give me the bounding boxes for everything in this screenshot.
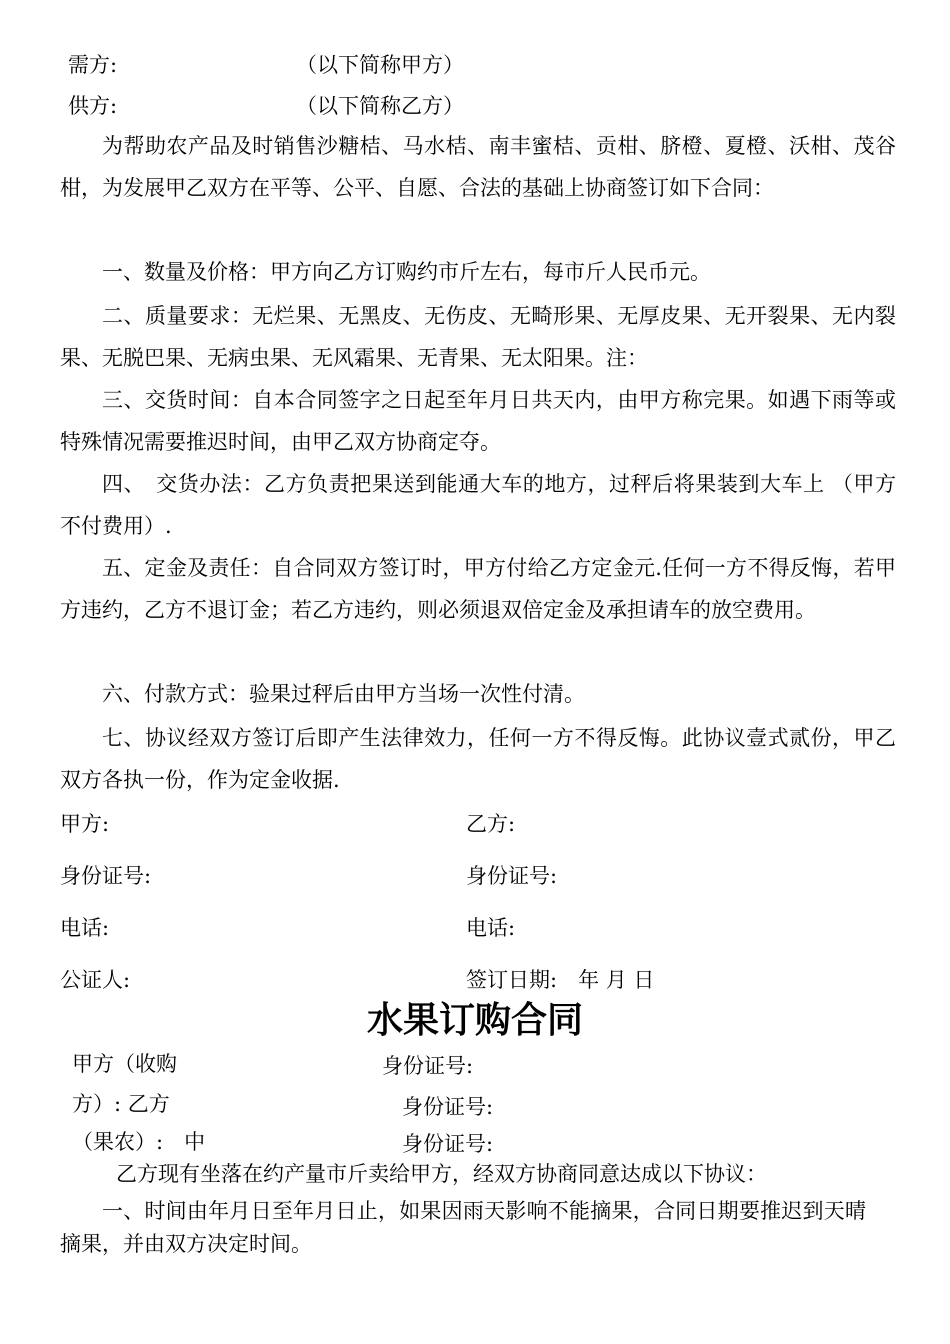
party-a-phone-label: 电话: (60, 916, 110, 940)
buyer-note: （以下简称甲方） (296, 53, 464, 77)
party-b-line: 方）: 乙方 (72, 1092, 170, 1116)
party-b-id-label: 身份证号: (466, 864, 558, 888)
clause-quantity-price: 一、数量及价格：甲方向乙方订购约市斤左右，每市斤人民币元。 (102, 260, 711, 284)
seller-label: 供方: (68, 94, 118, 118)
seller-note: （以下简称乙方） (296, 94, 464, 118)
fruit-order-contract-title: 水果订购合同 (366, 1000, 583, 1041)
clause-payment: 六、付款方式：验果过秤后由甲方当场一次性付清。 (102, 682, 585, 706)
notary-label: 公证人: (60, 968, 131, 992)
buyer-label: 需方: (68, 53, 118, 77)
party-a-id-label-2: 身份证号: (382, 1054, 474, 1078)
farmer-line: （果农）: 中 (72, 1130, 206, 1154)
contract2-intro: 乙方现有坐落在约产量市斤卖给甲方，经双方协商同意达成以下协议： (116, 1162, 767, 1186)
party-a-id-label: 身份证号: (60, 864, 152, 888)
clause-delivery-method: 四、 交货办法：乙方负责把果送到能通大车的地方，过秤后将果装到大车上 （甲方不付费用）. (60, 472, 896, 538)
middle-id-label: 身份证号: (402, 1132, 494, 1156)
party-b-phone-label: 电话: (466, 916, 516, 940)
party-b-sign-label: 乙方: (466, 812, 516, 836)
contract-intro: 为帮助农产品及时销售沙糖桔、马水桔、南丰蜜桔、贡柑、脐橙、夏橙、沃柑、茂谷柑，为发展甲乙双方在平等、公平、自愿、合法的基础上协商签订如下合同： (60, 134, 896, 200)
clause-deposit: 五、定金及责任：自合同双方签订时，甲方付给乙方定金元.任何一方不得反悔，若甲方违约，乙方不退订金；若乙方违约，则必须退双倍定金及承担请车的放空费用。 (60, 556, 897, 622)
party-a-sign-label: 甲方: (60, 812, 110, 836)
contract2-clause-time: 一、时间由年月日至年月日止，如果因雨天影响不能摘果，合同日期要推迟到天晴摘果，并由双方决定时间。 (60, 1199, 866, 1256)
party-b-id-label-2: 身份证号: (402, 1095, 494, 1119)
clause-validity: 七、协议经双方签订后即产生法律效力，任何一方不得反悔。此协议壹式贰份，甲乙双方各执一份，作为定金收据. (60, 726, 896, 792)
party-a-buyer-line: 甲方（收购 (72, 1052, 177, 1076)
clause-quality: 二、质量要求：无烂果、无黑皮、无伤皮、无畸形果、无厚皮果、无开裂果、无内裂果、无脱巴果、无病虫果、无风霜果、无青果、无太阳果。注： (60, 304, 896, 370)
clause-delivery-time: 三、交货时间：自本合同签字之日起至年月日共天内，由甲方称完果。如遇下雨等或特殊情况需要推迟时间，由甲乙双方协商定夺。 (60, 388, 896, 454)
sign-date-label: 签订日期: 年 月 日 (466, 968, 655, 992)
